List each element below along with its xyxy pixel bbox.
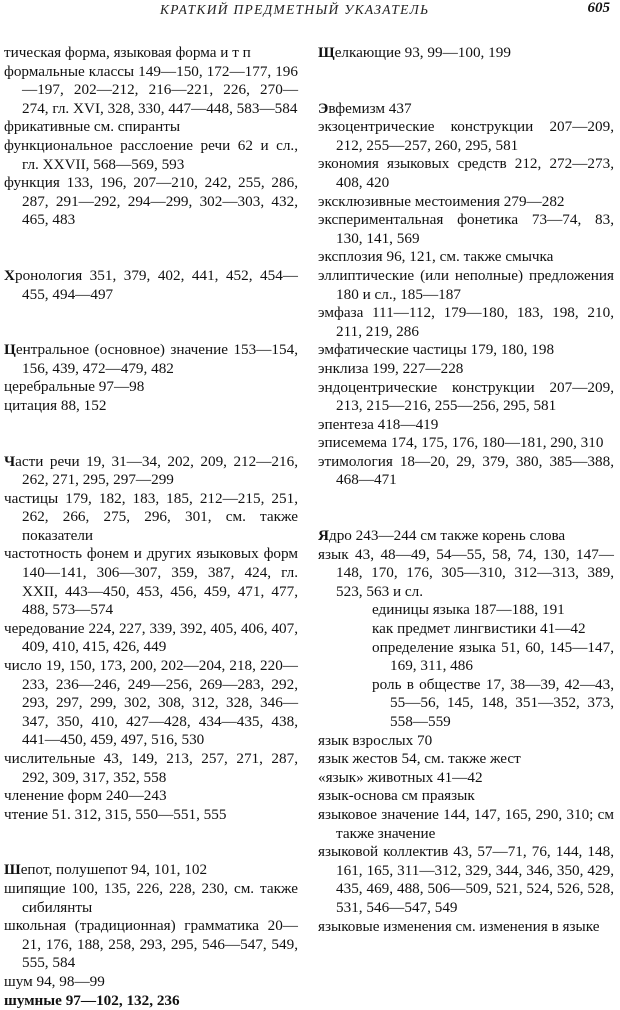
section-letter: Ч — [4, 452, 16, 470]
index-entry: эпентеза 418—419 — [318, 415, 439, 433]
index-entry: эллиптические (или неполные) предложения 180 и сл., 185—187 — [318, 266, 614, 303]
index-entry: школьная (традиционная) грамматика 20—21, 176, 188, 258, 293, 295, 546—547, 549, 555, 584 — [4, 917, 298, 972]
index-subentry: определение языка 51, 60, 145—147, 169, 311, 486 — [372, 638, 614, 675]
index-entry: экспериментальная фонетика 73—74, 83, 130, 141, 569 — [318, 211, 614, 247]
index-entry: шипящие 100, 135, 226, 228, 230, см. также сибилянты — [4, 879, 298, 916]
index-entry: частотность фонем и других языковых форм 140—141, 306—307, 359, 387, 424, гл. XXII, 443—450, 453, 456, 459, 471, 477, 488, 573—574 — [4, 545, 298, 619]
index-entry: Шепот, полушепот 94, 101, 102 — [4, 861, 208, 879]
running-title: КРАТКИЙ ПРЕДМЕТНЫЙ УКАЗАТЕЛЬ — [160, 2, 430, 17]
index-entry: чтение 51. 312, 315, 550—551, 555 — [4, 805, 227, 823]
index-entry: эмфатические частицы 179, 180, 198 — [318, 341, 555, 359]
index-entry: язык жестов 54, см. также жест — [318, 750, 521, 768]
index-entry: экзоцентрические конструкции 207—209, 212, 255—257, 260, 295, 581 — [318, 118, 614, 154]
section-gap — [4, 304, 298, 341]
index-entry: эксклюзивные местоимения 279—282 — [318, 192, 565, 210]
index-subentry: роль в обществе 17, 38—39, 42—43, 55—56, 145, 148, 351—352, 373, 558—559 — [372, 675, 614, 730]
index-entry: членение форм 240—243 — [4, 787, 167, 805]
index-entry: тическая форма, языковая форма и т п — [4, 44, 251, 61]
index-entry: шумные 97—102, 132, 236 — [4, 991, 180, 1009]
index-entry: Центральное (основное) значение 153—154, 156, 439, 472—479, 482 — [4, 341, 298, 377]
left-column — [4, 44, 298, 1010]
index-subentry: единицы языка 187—188, 191 — [372, 601, 565, 619]
index-entry: формальные классы 149—150, 172—177, 196—197, 202—212, 216—221, 226, 270—274, гл. XVI, 328, 330, 447—448, 583—584 — [4, 62, 298, 117]
index-entry: языковой коллектив 43, 57—71, 76, 144, 148, 161, 165, 311—312, 329, 344, 346, 350, 429, 435, 469, 488, 506—509, 521, 524, 526, 528, 531, 546—547, 549 — [318, 843, 614, 916]
index-entry: этимология 18—20, 29, 379, 380, 385—388, 468—471 — [318, 452, 614, 489]
index-entry: язык-основа см праязык — [318, 787, 475, 805]
section-gap — [4, 416, 298, 453]
section-letter: Ш — [4, 861, 21, 879]
index-entry: фрикативные см. спиранты — [4, 118, 181, 136]
index-entry: эмфаза 111—112, 179—180, 183, 198, 210, 211, 219, 286 — [318, 304, 614, 340]
index-entry: Эвфемизм 437 — [318, 99, 412, 117]
index-entry: языковые изменения см. изменения в языке — [318, 917, 600, 935]
index-entry: церебральные 97—98 — [4, 378, 145, 396]
page-number: 605 — [587, 0, 610, 16]
section-gap — [318, 490, 614, 527]
index-entry: чередование 224, 227, 339, 392, 405, 406, 407, 409, 410, 415, 426, 449 — [4, 619, 298, 656]
index-entry: языковое значение 144, 147, 165, 290, 310; см также значение — [318, 805, 614, 842]
index-entry: экономия языковых средств 212, 272—273, 408, 420 — [318, 155, 614, 191]
index-entry: Хронология 351, 379, 402, 441, 452, 454—455, 494—497 — [4, 266, 298, 303]
index-entry: функция 133, 196, 207—210, 242, 255, 286, 287, 291—292, 294—299, 302—303, 432, 465, 483 — [4, 174, 298, 229]
section-gap — [318, 63, 614, 100]
index-entry: эксплозия 96, 121, см. также смычка — [318, 248, 554, 266]
index-entry: Щелкающие 93, 99—100, 199 — [318, 44, 511, 61]
index-entry: энклиза 199, 227—228 — [318, 359, 464, 377]
right-column — [318, 44, 614, 936]
section-gap — [4, 824, 298, 861]
index-entry: эписемема 174, 175, 176, 180—181, 290, 310 — [318, 434, 604, 452]
section-letter: Я — [318, 527, 329, 545]
page-header — [0, 0, 620, 22]
index-entry: шум 94, 98—99 — [4, 972, 105, 990]
index-entry: частицы 179, 182, 183, 185, 212—215, 251, 262, 266, 275, 296, 301, см. также показатели — [4, 489, 298, 544]
section-letter: Э — [318, 99, 329, 117]
index-entry: функциональное расслоение речи 62 и сл., гл. XXVII, 568—569, 593 — [4, 136, 298, 173]
index-entry: «язык» животных 41—42 — [318, 768, 483, 786]
index-entry: Части речи 19, 31—34, 202, 209, 212—216, 262, 271, 295, 297—299 — [4, 452, 298, 489]
section-letter: Х — [4, 266, 15, 284]
index-entry: числительные 43, 149, 213, 257, 271, 287, 292, 309, 317, 352, 558 — [4, 750, 298, 786]
section-letter: Ц — [4, 341, 16, 359]
index-entry: эндоцентрические конструкции 207—209, 213, 215—216, 255—256, 295, 581 — [318, 378, 614, 415]
index-entry: язык 43, 48—49, 54—55, 58, 74, 130, 147—148, 170, 176, 305—310, 312—313, 389, 523, 563 и сл. — [318, 545, 614, 600]
index-entry: число 19, 150, 173, 200, 202—204, 218, 220—233, 236—246, 249—256, 269—283, 292, 293, 297, 299, 302, 308, 312, 328, 346—347, 350, 410, 427—428, 434—435, 438, 441—450, 459, 497, 516, 530 — [4, 657, 298, 749]
index-entry: цитация 88, 152 — [4, 396, 107, 414]
section-gap — [4, 230, 298, 267]
index-entry: язык взрослых 70 — [318, 731, 433, 749]
index-entry: Ядро 243—244 см также корень слова — [318, 527, 566, 545]
index-subentry: как предмет лингвистики 41—42 — [372, 620, 586, 638]
section-letter: Щ — [318, 44, 335, 61]
